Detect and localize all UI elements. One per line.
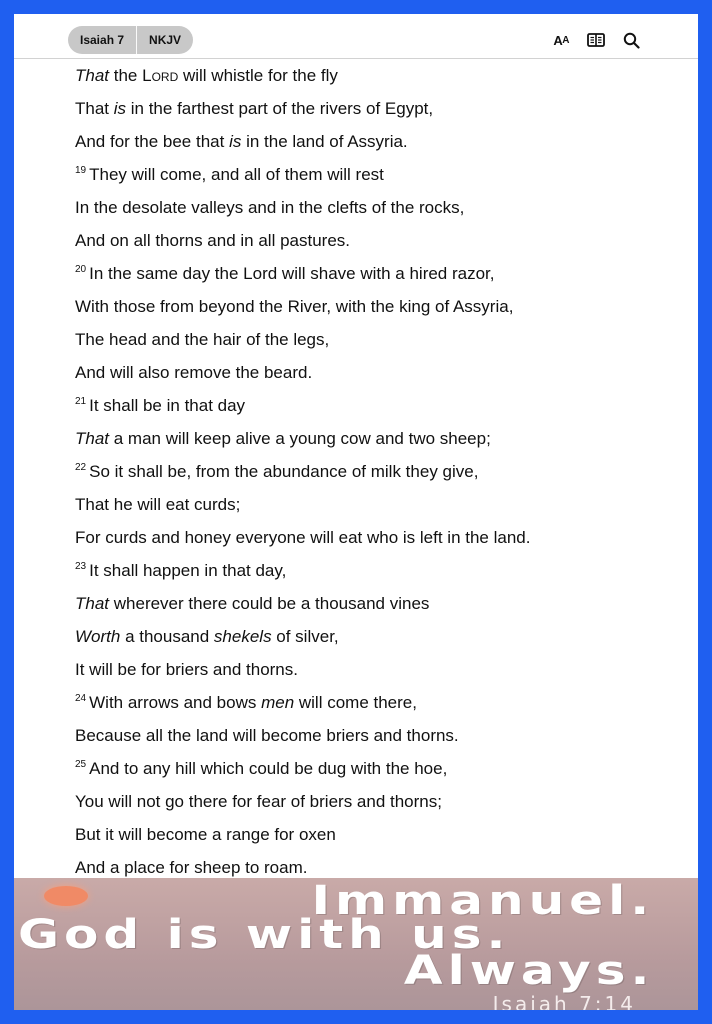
verse-text: in the land of Assyria.	[241, 132, 408, 151]
verse-text: men	[261, 693, 295, 712]
search-icon[interactable]	[623, 30, 640, 50]
verse-line[interactable]	[75, 356, 675, 389]
verse-line[interactable]	[75, 323, 675, 356]
banner-reference: Isaiah 7:14	[492, 992, 636, 1010]
verse-text: They will come, and all of them will rest	[89, 165, 384, 184]
verse-line[interactable]	[75, 290, 675, 323]
verse-text: will whistle for the fly	[178, 66, 338, 85]
verse-text: In the same day the Lord will shave with a hired razor,	[89, 264, 495, 283]
verse-text: You will not go there for fear of briers and thorns;	[75, 792, 442, 811]
verse-line[interactable]	[75, 554, 675, 587]
verse-line[interactable]	[75, 521, 675, 554]
verse-text: will come there,	[294, 693, 417, 712]
verse-line[interactable]	[75, 587, 675, 620]
verse-line[interactable]	[75, 389, 675, 422]
verse-text: wherever there could be a thousand vines	[109, 594, 430, 613]
verse-text: Because all the land will become briers and thorns.	[75, 726, 459, 745]
chapter-button[interactable]: Isaiah 7	[80, 33, 125, 47]
text-size-icon[interactable]: A A	[553, 32, 569, 48]
verse-text: in the farthest part of the rivers of Egypt,	[126, 99, 434, 118]
verse-text: It shall happen in that day,	[89, 561, 287, 580]
verse-image-banner	[14, 878, 698, 1010]
verse-text: And for the bee that	[75, 132, 230, 151]
banner-line-1: Immanuel.	[311, 878, 654, 924]
verse-line[interactable]	[75, 92, 675, 125]
reader-toolbar	[14, 14, 698, 59]
verse-line[interactable]	[75, 818, 675, 851]
verse-text: shekels	[213, 627, 272, 646]
banner-line-3: Always.	[403, 948, 654, 994]
verse-text: And will also remove the beard.	[75, 363, 313, 382]
verse-line[interactable]	[75, 455, 675, 488]
verse-line[interactable]	[75, 620, 675, 653]
verse-line[interactable]	[75, 158, 675, 191]
reading-mode-icon[interactable]	[587, 30, 605, 50]
verse-line[interactable]	[75, 785, 675, 818]
verse-text: Lord	[142, 66, 179, 85]
verse-text: And on all thorns and in all pastures.	[75, 231, 351, 250]
verse-text: With those from beyond the River, with the king of Assyria,	[75, 297, 514, 316]
verse-text: the	[109, 66, 143, 85]
verse-line[interactable]	[75, 719, 675, 752]
verse-text: That he will eat curds;	[75, 495, 241, 514]
verse-text: of silver,	[271, 627, 339, 646]
verse-line[interactable]	[75, 653, 675, 686]
verse-text: Worth	[75, 627, 121, 646]
verse-text: is	[229, 132, 242, 151]
verse-line[interactable]	[75, 488, 675, 521]
verse-text: It shall be in that day	[89, 396, 246, 415]
verse-number: 24	[75, 693, 87, 705]
toolbar-tools	[553, 30, 640, 50]
verse-text: It will be for briers and thorns.	[75, 660, 298, 679]
version-button[interactable]: NKJV	[149, 33, 182, 47]
verse-line[interactable]	[75, 125, 675, 158]
verse-line[interactable]	[75, 686, 675, 719]
sun-graphic	[44, 886, 88, 906]
verse-number: 22	[75, 462, 87, 474]
verse-number: 19	[75, 165, 87, 177]
verse-number: 25	[75, 759, 87, 771]
verse-text: With arrows and bows	[89, 693, 262, 712]
verse-number: 21	[75, 396, 87, 408]
verse-text: For curds and honey everyone will eat who is left in the land.	[75, 528, 531, 547]
verse-line[interactable]	[75, 191, 675, 224]
verse-text: That	[75, 594, 110, 613]
verse-text: But it will become a range for oxen	[75, 825, 336, 844]
verse-text: a thousand	[120, 627, 214, 646]
verse-line[interactable]	[75, 59, 675, 92]
verse-text: That	[75, 429, 110, 448]
reader-window	[14, 14, 698, 1010]
verse-text: That	[75, 99, 114, 118]
verse-text: is	[113, 99, 127, 118]
verse-text: In the desolate valleys and in the clefts of the rocks,	[75, 198, 465, 217]
verse-text: And a place for sheep to roam.	[75, 858, 308, 877]
verse-line[interactable]	[75, 257, 675, 290]
verse-text: So it shall be, from the abundance of milk they give,	[89, 462, 479, 481]
passage-selector	[68, 26, 193, 54]
verse-number: 20	[75, 264, 87, 276]
banner-line-2: God is with us.	[18, 912, 511, 958]
verse-line[interactable]	[75, 422, 675, 455]
verse-line[interactable]	[75, 224, 675, 257]
verse-text: That	[75, 66, 110, 85]
verse-text: The head and the hair of the legs,	[75, 330, 330, 349]
verse-text: a man will keep alive a young cow and two sheep;	[109, 429, 491, 448]
verse-line[interactable]	[75, 752, 675, 785]
verse-text: And to any hill which could be dug with the hoe,	[89, 759, 448, 778]
scripture-text	[75, 59, 675, 884]
verse-number: 23	[75, 561, 87, 573]
